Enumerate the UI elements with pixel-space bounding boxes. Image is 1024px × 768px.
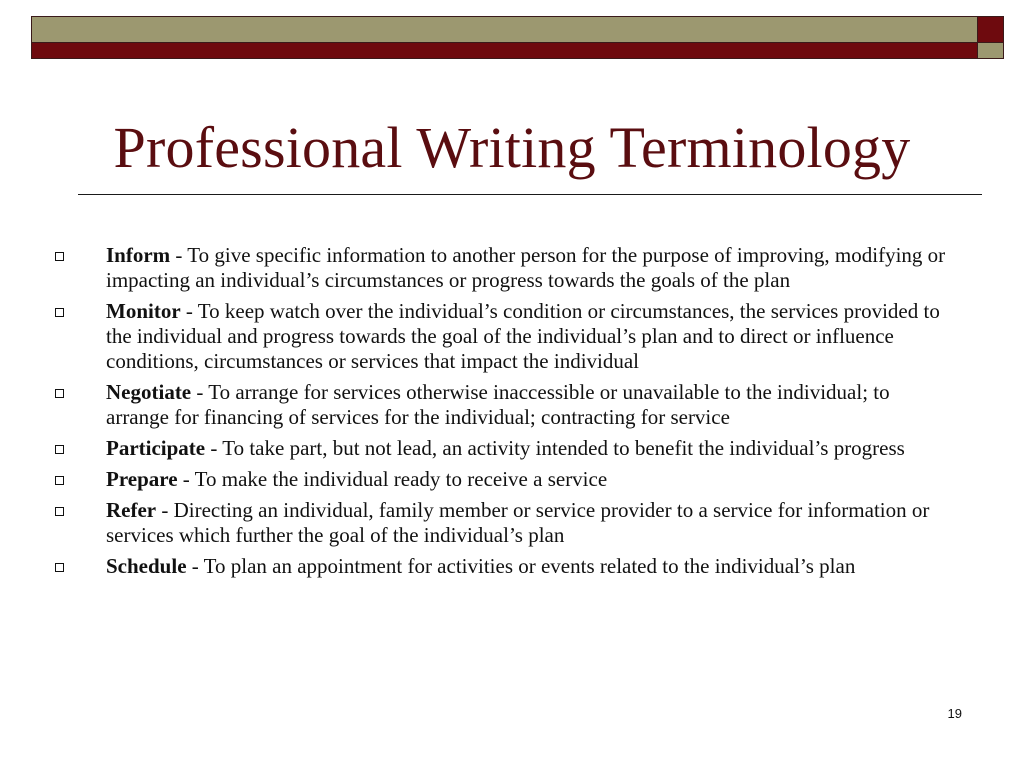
term-name: Monitor <box>106 299 181 323</box>
header-square-maroon <box>977 16 1004 43</box>
term-definition: - To make the individual ready to receive a service <box>177 467 608 491</box>
term-definition: - To plan an appointment for activities or events related to the individual’s plan <box>186 554 856 578</box>
header-band-olive <box>31 16 978 43</box>
term-name: Negotiate <box>106 380 192 404</box>
hollow-square-icon <box>55 308 64 317</box>
hollow-square-icon <box>55 563 64 572</box>
hollow-square-icon <box>55 389 64 398</box>
term-item-monitor <box>48 299 948 374</box>
hollow-square-icon <box>55 507 64 516</box>
hollow-square-icon <box>55 252 64 261</box>
term-definition: - Directing an individual, family member or service provider to a service for information or services which further the goal of the individual’s plan <box>106 498 930 547</box>
slide-title: Professional Writing Terminology <box>113 115 911 180</box>
term-name: Inform <box>106 243 171 267</box>
terminology-list <box>48 243 948 585</box>
hollow-square-icon <box>55 476 64 485</box>
title-divider <box>78 194 982 195</box>
term-name: Refer <box>106 498 157 522</box>
header-band-maroon <box>31 42 978 59</box>
term-item-participate <box>48 436 948 461</box>
term-item-prepare <box>48 467 948 492</box>
term-name: Participate <box>106 436 206 460</box>
page-number: 19 <box>947 706 962 721</box>
term-name: Prepare <box>106 467 178 491</box>
term-definition: - To take part, but not lead, an activity intended to benefit the individual’s progress <box>205 436 905 460</box>
hollow-square-icon <box>55 445 64 454</box>
term-definition: - To give specific information to another person for the purpose of improving, modifying or impacting an individual’s circumstances or progress towards the goals of the plan <box>106 243 946 292</box>
term-item-negotiate <box>48 380 948 430</box>
term-item-inform <box>48 243 948 293</box>
term-definition: - To keep watch over the individual’s condition or circumstances, the services provided to the individual and progress towards the goal of the individual’s plan and to direct or influence conditions, circumstances or services that impact the individual <box>106 299 940 373</box>
term-name: Schedule <box>106 554 187 578</box>
header-square-olive <box>977 42 1004 59</box>
term-item-refer <box>48 498 948 548</box>
term-definition: - To arrange for services otherwise inaccessible or unavailable to the individual; to arrange for financing of services for the individual; contracting for service <box>106 380 890 429</box>
term-item-schedule <box>48 554 948 579</box>
